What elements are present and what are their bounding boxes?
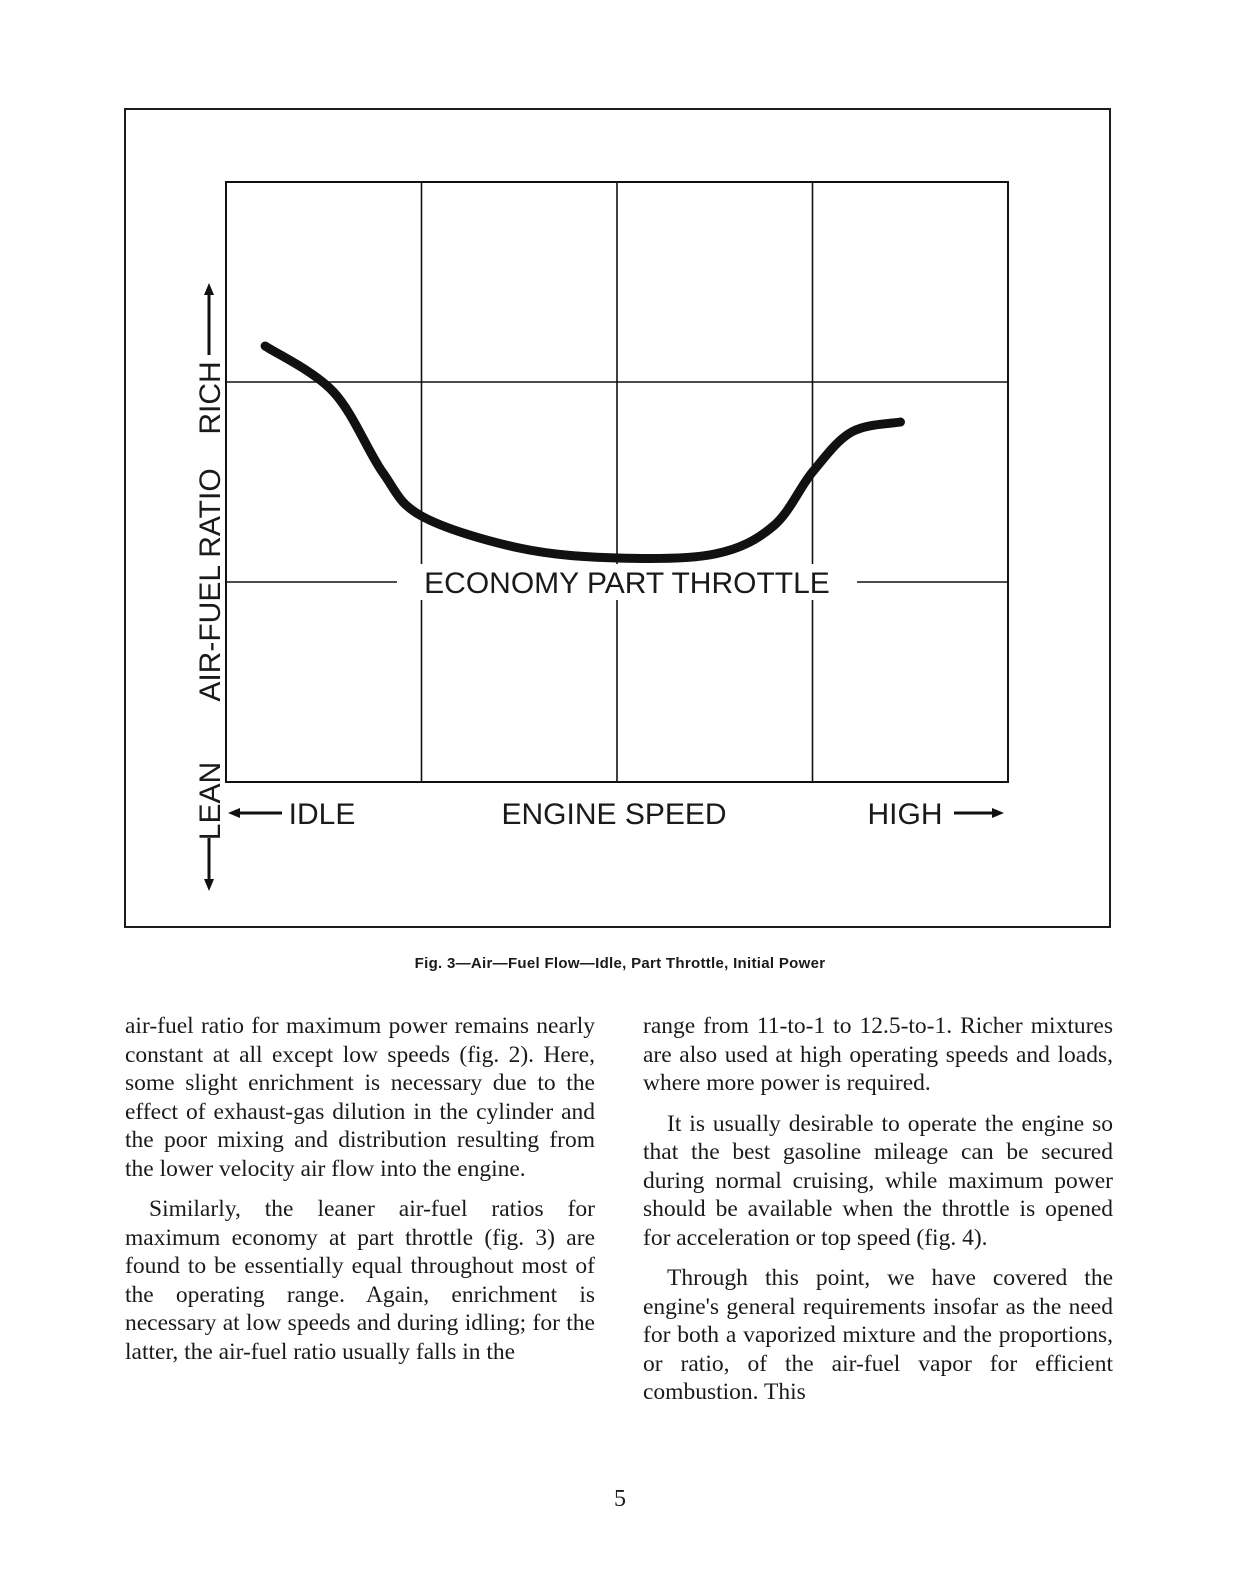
- y-high-label: RICH: [194, 361, 227, 435]
- x-high-label: HIGH: [867, 798, 943, 831]
- left-text-column: [125, 1012, 595, 1378]
- page-number: 5: [614, 1486, 626, 1512]
- left-paragraph-2: Similarly, the leaner air-fuel ratios for maximum economy at part throttle (fig. 3) are found to be essentially equal throughout most of the operating range. Again, enrichment is necessary at low speeds and during idling; for the latter, the air-fuel ratio usually falls in the: [125, 1196, 595, 1365]
- air-fuel-curve: [265, 346, 900, 559]
- left-paragraph-1: air-fuel ratio for maximum power remains nearly constant at all except low speeds (fig. 2). Here, some slight enrichment is necessary due to the effect of exhaust-gas dilution in the cylinder and the poor mixing and distribution resulting from the lower velocity air flow into the engine.: [125, 1013, 595, 1182]
- y-arrow-head-low: [204, 879, 214, 891]
- right-paragraph-1: range from 11-to-1 to 12.5-to-1. Richer mixtures are also used at high operating speeds and loads, where more power is required.: [643, 1013, 1113, 1096]
- x-low-label: IDLE: [288, 798, 356, 831]
- right-paragraph-3: Through this point, we have covered the engine's general requirements insofar as the need for both a vaporized mixture and the proportions, or ratio, of the air-fuel vapor for efficient combustion. This: [643, 1265, 1113, 1405]
- chart-grid: [226, 182, 1008, 782]
- right-text-column: [643, 1012, 1113, 1419]
- figure-caption: Fig. 3—Air—Fuel Flow—Idle, Part Throttle, Initial Power: [414, 955, 826, 972]
- air-fuel-chart: [124, 108, 1111, 928]
- y-axis-label-group: [194, 283, 227, 891]
- x-arrow-head-low: [228, 808, 240, 818]
- y-low-label: LEAN: [194, 761, 227, 841]
- y-arrow-head-high: [204, 283, 214, 295]
- y-axis-title: AIR-FUEL RATIO: [194, 468, 227, 702]
- x-arrow-head-high: [992, 808, 1004, 818]
- economy-part-throttle-label: ECONOMY PART THROTTLE: [424, 567, 830, 600]
- right-paragraph-2: It is usually desirable to operate the engine so that the best gasoline mileage can be secured during normal cruising, while maximum power should be available when the throttle is opened for acceleration or top speed (fig. 4).: [643, 1110, 1113, 1251]
- x-axis-title: ENGINE SPEED: [501, 798, 727, 831]
